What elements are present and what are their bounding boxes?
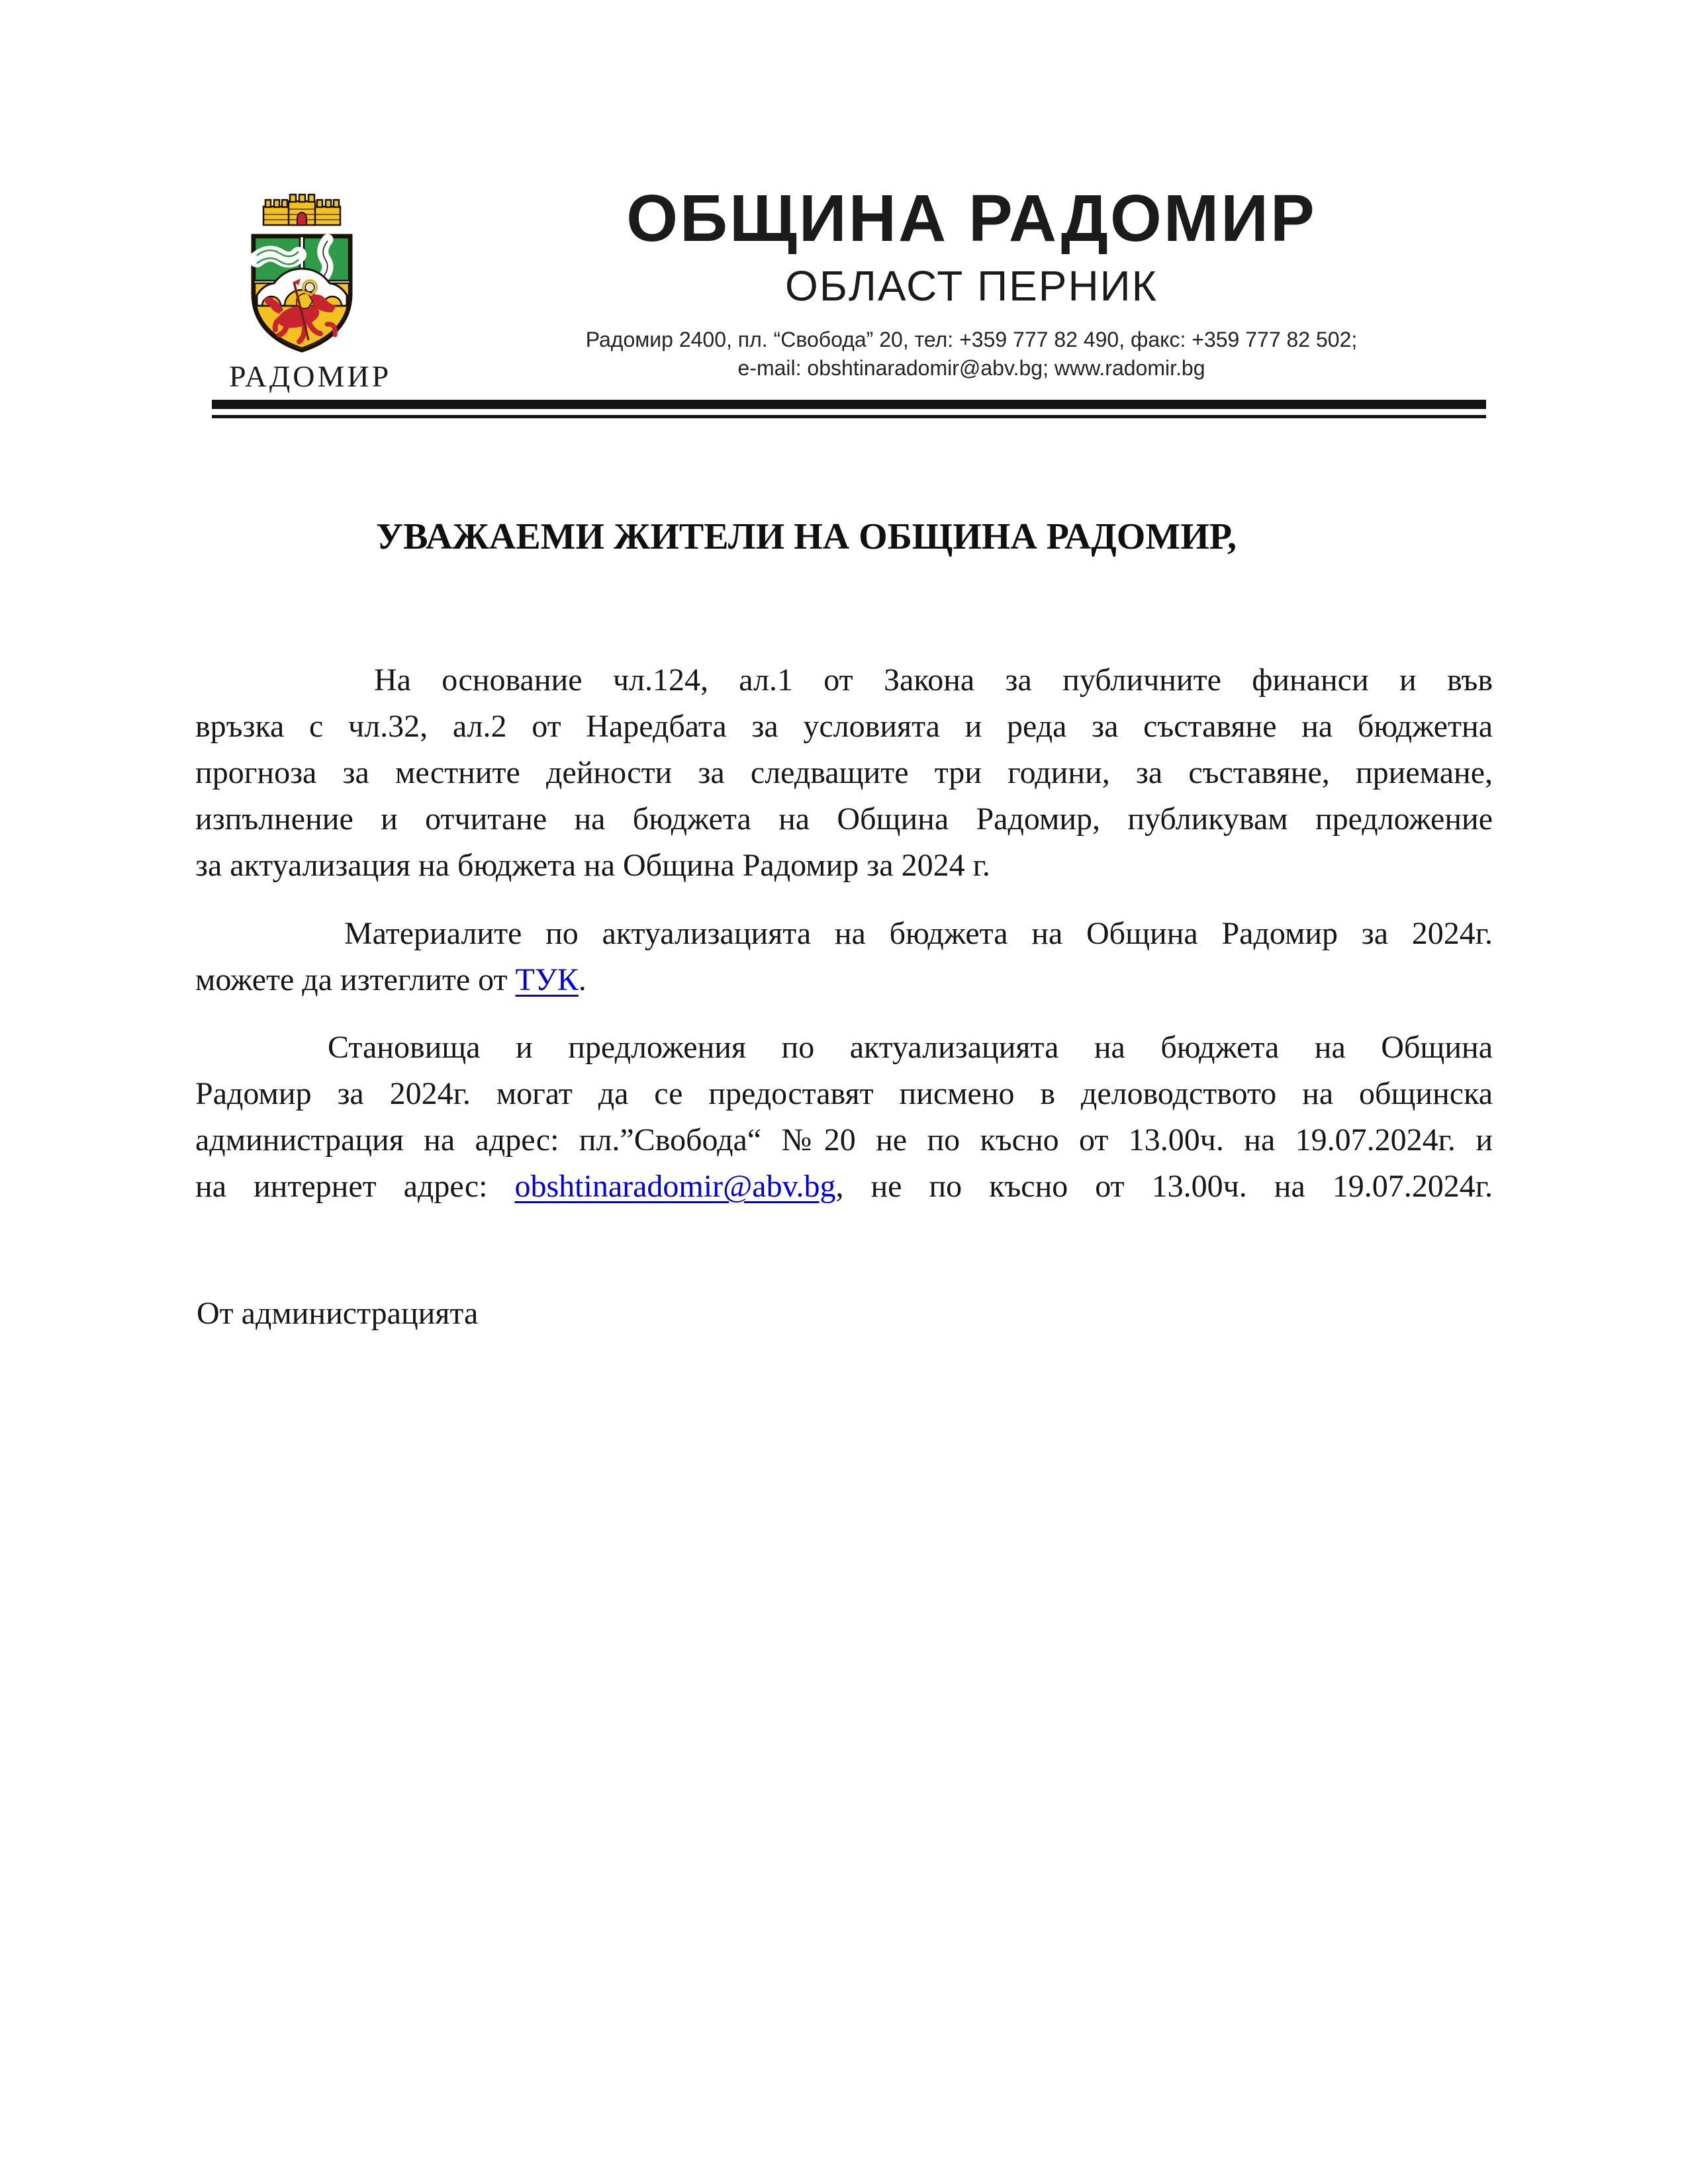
text-line: [195, 957, 1493, 1003]
text-line: за актуализация на бюджета на Община Радомир за 2024 г.: [195, 848, 990, 883]
org-subtitle: ОБЛАСТ ПЕРНИК: [785, 262, 1158, 310]
salutation-heading: УВАЖАЕМИ ЖИТЕЛИ НА ОБЩИНА РАДОМИР,: [376, 516, 1237, 557]
header-divider-thick: [212, 400, 1486, 409]
text-line: На основание чл.124, ал.1 от Закона за публичните финанси и във: [374, 662, 1493, 698]
text-segment: на интернет адрес:: [195, 1169, 515, 1204]
email-link[interactable]: obshtinaradomir@abv.bg: [514, 1169, 836, 1204]
download-here-link[interactable]: ТУК: [515, 962, 579, 997]
crest-label: РАДОМИР: [229, 359, 392, 393]
letterhead-text: [374, 181, 1569, 383]
paragraph-feedback: [195, 1024, 1493, 1210]
text-line: Материалите по актуализацията на бюджета на Община Радомир за 2024г.: [344, 916, 1493, 951]
address-line-2: e-mail: obshtinaradomir@abv.bg; www.radomir.bg: [737, 356, 1205, 380]
header-divider-thin: [212, 415, 1486, 418]
text-line: Радомир за 2024г. могат да се предоставят писмено в деловодството на общинска: [195, 1076, 1493, 1111]
coat-of-arms-icon: [229, 177, 375, 357]
signature-text: От администрацията: [197, 1296, 479, 1331]
org-title: ОБЩИНА РАДОМИР: [626, 181, 1317, 255]
text-line: администрация на адрес: пл.”Свобода“ №20 не по късно от 13.00ч. на 19.07.2024г. и: [195, 1122, 1493, 1158]
text-segment: .: [578, 962, 586, 997]
text-line: връзка с чл.32, ал.2 от Наредбата за условията и реда за съставяне на бюджетна: [195, 709, 1493, 744]
crown-icon: [263, 195, 340, 225]
text-segment: можете да изтеглите от: [195, 962, 516, 997]
text-segment: , не по късно от 13.00ч. на 19.07.2024г.: [835, 1169, 1493, 1204]
paragraph-legal-basis: [195, 657, 1493, 889]
paragraph-materials: [195, 911, 1493, 1003]
municipal-crest: [229, 177, 392, 405]
text-line: изпълнение и отчитане на бюджета на Община Радомир, публикувам предложение: [195, 801, 1493, 837]
address-line-1: Радомир 2400, пл. “Свобода” 20, тел: +359 777 82 490, факс: +359 777 82 502;: [585, 328, 1358, 351]
shield-icon: [253, 236, 351, 351]
org-address: [374, 326, 1569, 383]
text-line: Становища и предложения по актуализацията на бюджета на Община: [328, 1030, 1493, 1065]
text-line: прогноза за местните дейности за следващите три години, за съставяне, приемане,: [195, 755, 1493, 790]
text-line: [195, 1163, 1493, 1210]
